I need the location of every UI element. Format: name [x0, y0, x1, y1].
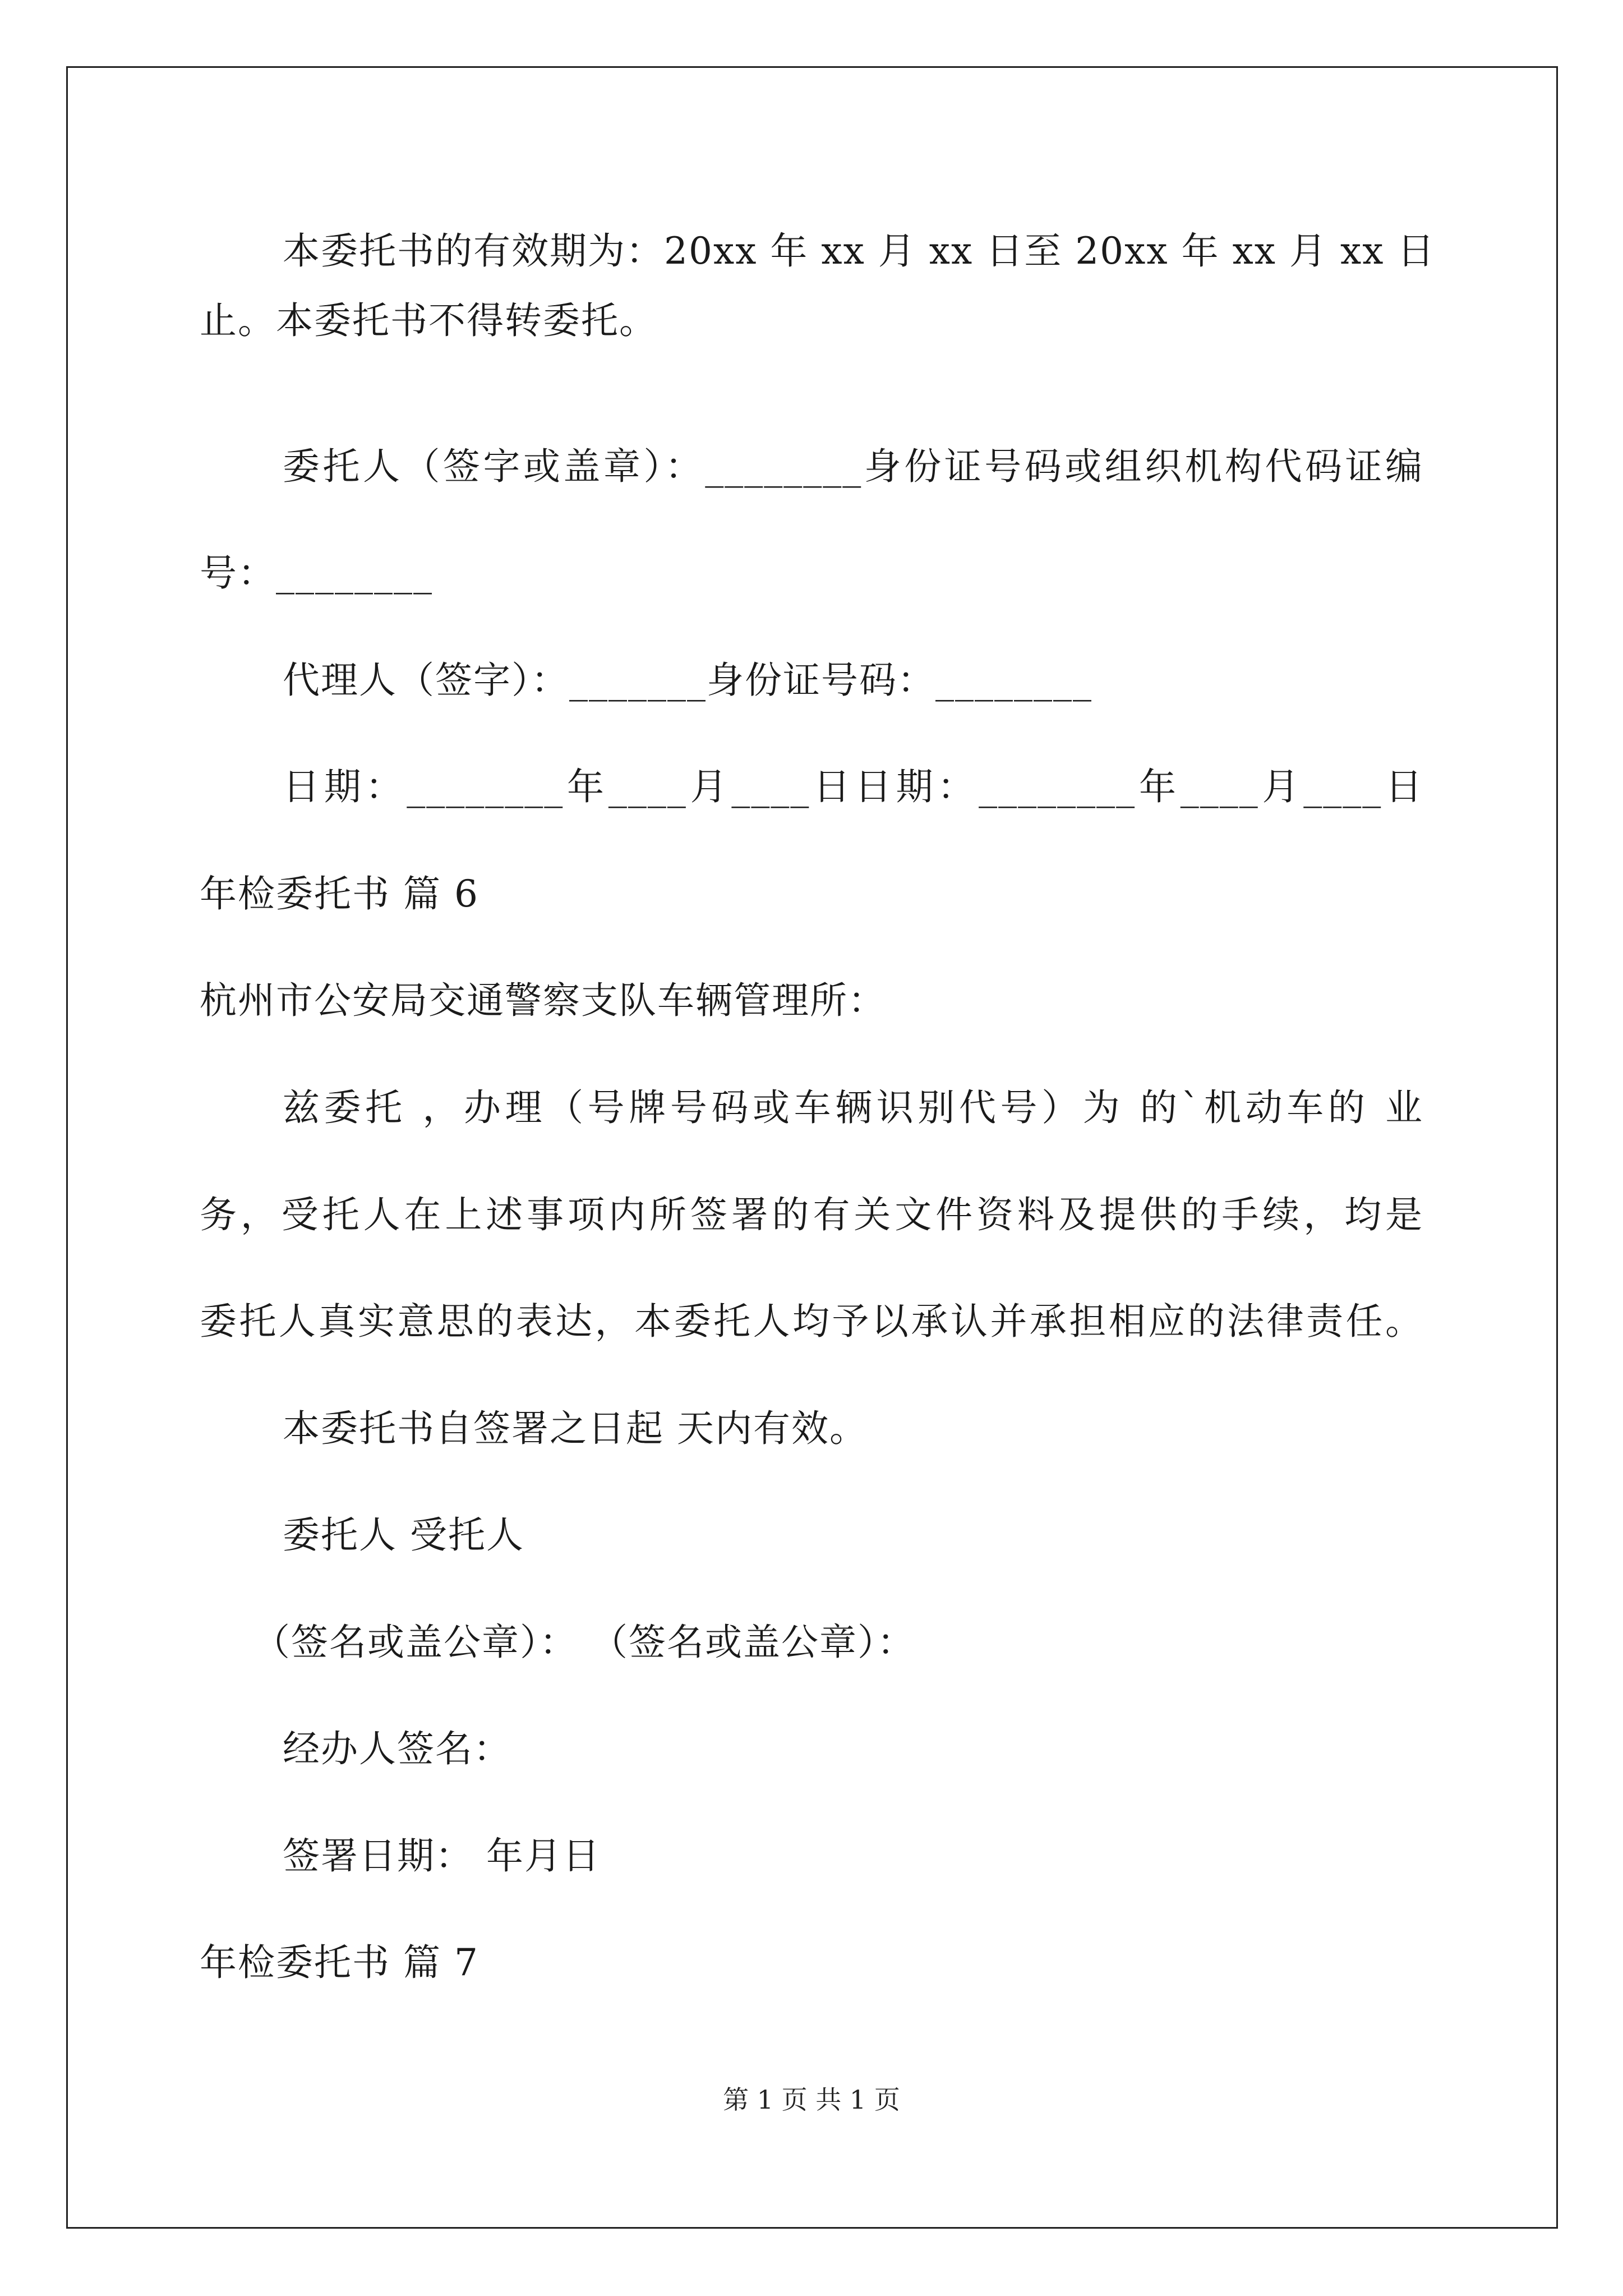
- paragraph-principal-signature-line-1: 委托人（签字或盖章）：________身份证号码或组织机构代码证编: [283, 445, 1423, 488]
- page-border: [66, 66, 1558, 2229]
- paragraph-agent-signature: 代理人（签字）：_______身份证号码：________: [283, 659, 1092, 702]
- paragraph-validity-line-2: 止。本委托书不得转委托。: [200, 299, 657, 342]
- signature-seal-labels: （签名或盖公章）： （签名或盖公章）：: [253, 1621, 915, 1664]
- section-heading-7: 年检委托书 篇 7: [200, 1941, 479, 1984]
- paragraph-validity-days: 本委托书自签署之日起 天内有效。: [283, 1407, 868, 1450]
- addressee-line: 杭州市公安局交通警察支队车辆管理所：: [200, 979, 886, 1022]
- page-number: 第 1 页 共 1 页: [723, 2085, 900, 2115]
- signing-date-label: 签署日期： 年月日: [283, 1834, 601, 1878]
- signature-parties: 委托人 受托人: [283, 1513, 524, 1557]
- paragraph-entrust-line-3: 委托人真实意思的表达，本委托人均予以承认并承担相应的法律责任。: [200, 1300, 1423, 1343]
- section-heading-6: 年检委托书 篇 6: [200, 872, 479, 915]
- paragraph-principal-signature-line-2: 号：________: [200, 551, 433, 595]
- handler-signature-label: 经办人签名：: [283, 1727, 511, 1770]
- paragraph-entrust-line-2: 务，受托人在上述事项内所签署的有关文件资料及提供的手续，均是: [200, 1193, 1423, 1236]
- paragraph-dates: 日期：________年____月____日日期：________年____月____日: [283, 765, 1423, 808]
- paragraph-validity-line-1: 本委托书的有效期为：20xx 年 xx 月 xx 日至 20xx 年 xx 月 xx 日: [283, 229, 1436, 273]
- page-footer: [0, 2084, 1623, 2115]
- paragraph-entrust-line-1: 兹委托 ，办理（号牌号码或车辆识别代号）为 的`机动车的 业: [283, 1086, 1423, 1129]
